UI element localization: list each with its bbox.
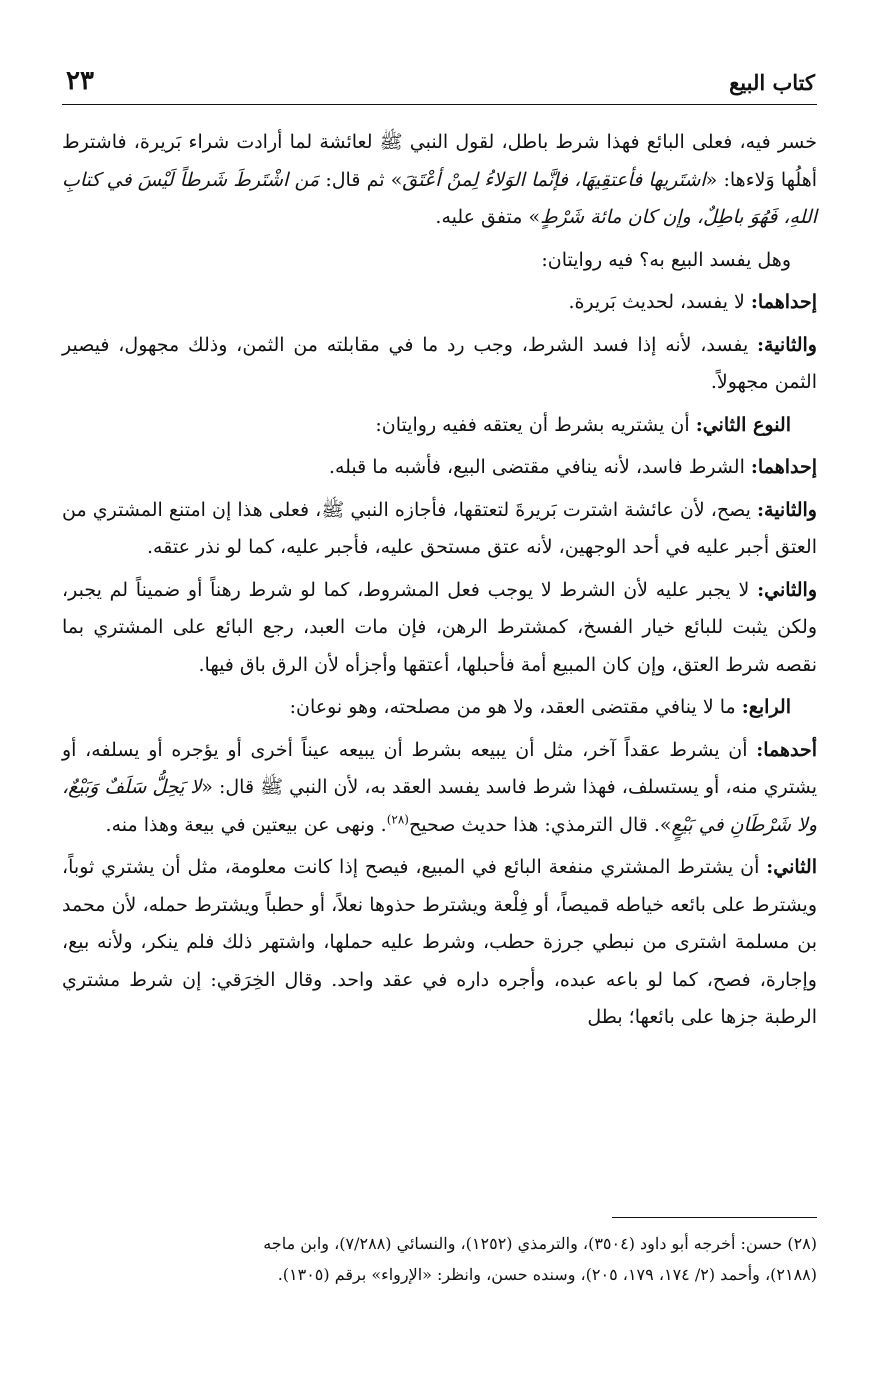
paragraph-label: الثاني: [766, 856, 817, 878]
paragraph-10: أحدهما: أن يشرط عقداً آخر، مثل أن يبيعه بشرط أن يبيعه عيناً أخرى أو يؤجره أو يسلفه، أو يشتري منه، أو يستسلف، فهذا شرط فاسد يفسد العقد به، لأن النبي ﷺ قال: «لا يَحِلُّ سَلَفٌ وَبَيْعٌ، ولا شَرْطَانِ في بَيْعٍ». قال الترمذي: هذا حديث صحيح$^{(٢٨)}$. ونهى عن بيعتين في بيعة وهذا منه. [62, 738, 818, 836]
hadith-quote: مَن اشْتَرطَ شَرطاً لَيْسَ في كتابِ اللهِ، فَهُوَ باطِلٌ، وإن كان مائة شَرْطٍ [62, 168, 817, 228]
main-text [62, 124, 817, 1042]
footnote [62, 1228, 817, 1290]
paragraph-7: والثانية: يصح، لأن عائشة اشترت بَريرةَ لتعتقها، فأجازه النبي ﷺ، فعلى هذا إن امتنع المشتري من العتق أجبر عليه في أحد الوجهين، لأنه عتق مستحق عليه، فأجبر عليه، كما لو نذر عتقه. [62, 498, 817, 558]
paragraph-1: خسر فيه، فعلى البائع فهذا شرط باطل، لقول النبي ﷺ لعائشة لما أرادت شراء بَريرة، فاشترط أهلُها وَلاءها: «اشتَريها فأعتقِيهَا، فإنَّما الوَلاءُ لِمنْ أعْتَقَ» ثم قال: مَن اشْتَرطَ شَرطاً لَيْسَ في كتابِ اللهِ، فَهُوَ باطِلٌ، وإن كان مائة شَرْطٍ» متفق عليه. [62, 131, 817, 228]
hadith-quote: لا يَحِلُّ سَلَفٌ وَبَيْعٌ، ولا شَرْطَانِ في بَيْعٍ [62, 776, 817, 836]
running-title: كتاب البيع [729, 70, 815, 95]
paragraph-5: النوع الثاني: أن يشتريه بشرط أن يعتقه ففيه روايتان: [375, 413, 791, 436]
paragraph-8: والثاني: لا يجبر عليه لأن الشرط لا يوجب فعل المشروط، كما لو شرط رهناً أو ضميناً لم يجبر، ولكن يثبت للبائع خيار الفسخ، كمشترط الرهن، فإن مات العبد، رجع البائع على المشتري بما نقصه شرط العتق، وإن كان المبيع أمة فأحبلها، أعتقها وأجزأه لأن الرق باق فيها. [62, 578, 817, 676]
paragraph-label: إحداهما: [750, 291, 817, 313]
paragraph-3: إحداهما: لا يفسد، لحديث بَريرة. [568, 291, 817, 313]
paragraph-9: الرابع: ما لا ينافي مقتضى العقد، ولا هو من مصلحته، وهو نوعان: [289, 696, 791, 718]
footnote-ref: (٢٨) [386, 812, 409, 827]
paragraph-label: النوع الثاني: [695, 413, 791, 436]
paragraph-label: أحدهما: [756, 738, 817, 761]
paragraph-label: الرابع: [741, 696, 791, 718]
page-number: ٢٣ [66, 66, 94, 96]
hadith-quote: اشتَريها فأعتقِيهَا، فإنَّما الوَلاءُ لِمنْ أعْتَقَ [402, 168, 706, 191]
paragraph-11: الثاني: أن يشترط المشتري منفعة البائع في المبيع، فيصح إذا كانت معلومة، مثل أن يشتري ثوباً، ويشترط على بائعه خياطه قميصاً، أو فِلْعة ويشترط حذوها نعلاً، أو حطباً ويشترط حمله، لأن محمد بن مسلمة اشترى من نبطي جرزة حطب، وشرط عليه حملها، واشتهر ذلك فلم ينكر، ولأنه بيع، وإجارة، فصح، كما لو باعه عبده، وأجره داره في عقد واحد. وقال الخِرَقي: إن شرط مشتري الرطبة جزها على بائعها؛ بطل [62, 856, 817, 1028]
paragraph-label: إحداهما: [750, 456, 817, 478]
paragraph-label: والثانية: [757, 498, 817, 521]
paragraph-label: والثاني: [757, 578, 817, 601]
paragraph-label: والثانية: [757, 333, 817, 356]
footnote-divider [612, 1217, 817, 1218]
footnote-line: (٢٨) حسن: أخرجه أبو داود (٣٥٠٤)، والترمذي (١٢٥٢)، والنسائي (٧/٢٨٨)، وابن ماجه [263, 1234, 817, 1253]
paragraph-4: والثانية: يفسد، لأنه إذا فسد الشرط، وجب رد ما في مقابلته من الثمن، وذلك مجهول، فيصير الثمن مجهولاً. [62, 333, 817, 393]
footnote-line: (٢١٨٨)، وأحمد (٢/ ١٧٤، ١٧٩، ٢٠٥)، وسنده حسن، وانظر: «الإرواء» برقم (١٣٠٥). [277, 1265, 817, 1284]
paragraph-6: إحداهما: الشرط فاسد، لأنه ينافي مقتضى البيع، فأشبه ما قبله. [328, 456, 817, 478]
page-header [62, 66, 817, 105]
paragraph-2: وهل يفسد البيع به؟ فيه روايتان: [541, 248, 791, 271]
